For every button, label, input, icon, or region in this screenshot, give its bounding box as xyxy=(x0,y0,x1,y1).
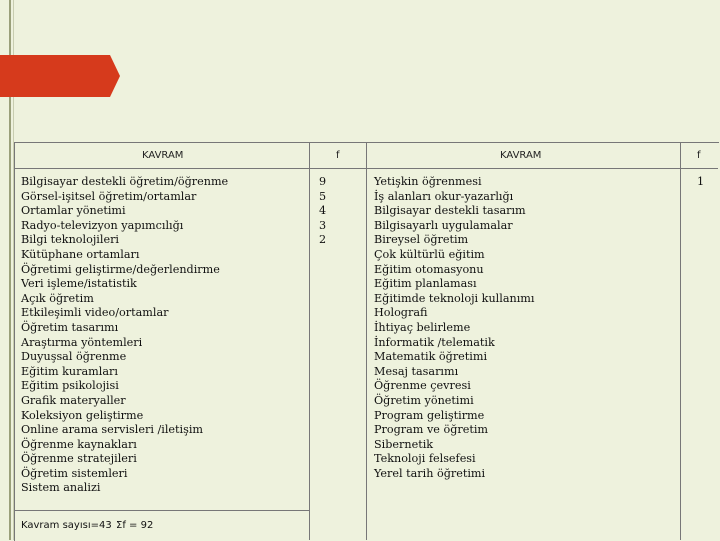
header-kavram-left: KAVRAM xyxy=(142,150,184,161)
list-item: Matematik öğretimi xyxy=(374,350,488,364)
list-item: Bilgi teknolojileri xyxy=(21,233,119,247)
list-item: Bireysel öğretim xyxy=(374,233,469,247)
list-item: Holografi xyxy=(374,306,428,320)
list-item: Veri işleme/istatistik xyxy=(21,277,137,291)
list-item: Öğretim sistemleri xyxy=(21,466,128,480)
footer-divider xyxy=(14,510,309,511)
decorative-red-tab-tip xyxy=(110,55,120,97)
frequency-value: 5 xyxy=(319,189,327,203)
right-concept-list xyxy=(374,175,534,481)
frequency-value: 2 xyxy=(319,233,327,247)
list-item: Bilgisayar destekli tasarım xyxy=(374,204,526,218)
list-item: İş alanları okur-yazarlığı xyxy=(374,189,514,203)
list-item: Radyo-televizyon yapımcılığı xyxy=(21,218,184,232)
header-kavram-right: KAVRAM xyxy=(500,150,542,161)
list-item: Grafik materyaller xyxy=(21,393,126,407)
list-item: Öğrenme stratejileri xyxy=(21,452,137,466)
list-item: Etkileşimli video/ortamlar xyxy=(21,306,169,320)
left-frequency-list xyxy=(319,175,326,248)
frequency-sum: Σf = 92 xyxy=(116,520,154,531)
frequency-value: 4 xyxy=(319,204,327,218)
list-item: Araştırma yöntemleri xyxy=(21,335,143,349)
list-item: Duyuşsal öğrenme xyxy=(21,350,127,364)
list-item: Bilgisayar destekli öğretim/öğrenme xyxy=(21,175,229,188)
frequency-value: 9 xyxy=(319,175,327,188)
list-item: Açık öğretim xyxy=(21,291,94,305)
concept-count: Kavram sayısı=43 xyxy=(21,520,112,531)
list-item: Öğrenme kaynakları xyxy=(21,437,137,451)
frequency-value: 3 xyxy=(319,218,327,232)
list-item: Koleksiyon geliştirme xyxy=(21,408,144,422)
list-item: Öğretimi geliştirme/değerlendirme xyxy=(21,262,220,276)
list-item: Ortamlar yönetimi xyxy=(21,204,126,218)
list-item: Sistem analizi xyxy=(21,481,101,495)
list-item: Sibernetik xyxy=(374,437,434,451)
list-item: Program geliştirme xyxy=(374,408,485,422)
list-item: Yetişkin öğrenmesi xyxy=(374,175,482,188)
list-item: Çok kültürlü eğitim xyxy=(374,247,485,261)
column-divider-3 xyxy=(680,142,681,540)
list-item: Mesaj tasarımı xyxy=(374,364,459,378)
left-concept-list xyxy=(21,175,228,496)
list-item: Yerel tarih öğretimi xyxy=(374,466,486,480)
list-item: Öğretim tasarımı xyxy=(21,320,119,334)
column-divider-2 xyxy=(366,142,367,540)
list-item: Görsel-işitsel öğretim/ortamlar xyxy=(21,189,197,203)
list-item: Eğitim otomasyonu xyxy=(374,262,484,276)
header-f-left: f xyxy=(336,150,340,161)
list-item: İnformatik /telematik xyxy=(374,335,495,349)
header-f-right: f xyxy=(697,150,701,161)
list-item: Bilgisayarlı uygulamalar xyxy=(374,218,513,232)
right-frequency-list xyxy=(697,175,704,190)
list-item: Eğitim kuramları xyxy=(21,364,118,378)
column-divider-1 xyxy=(309,142,310,540)
list-item: Teknoloji felsefesi xyxy=(374,452,476,466)
list-item: Öğretim yönetimi xyxy=(374,393,474,407)
list-item: Eğitimde teknoloji kullanımı xyxy=(374,291,535,305)
list-item: Eğitim planlaması xyxy=(374,277,477,291)
list-item: Kütüphane ortamları xyxy=(21,247,140,261)
list-item: Online arama servisleri /iletişim xyxy=(21,423,204,437)
list-item: İhtiyaç belirleme xyxy=(374,320,471,334)
list-item: Program ve öğretim xyxy=(374,423,488,437)
frequency-value: 1 xyxy=(697,175,705,188)
list-item: Eğitim psikolojisi xyxy=(21,379,119,393)
decorative-red-tab xyxy=(0,55,110,97)
list-item: Öğrenme çevresi xyxy=(374,379,471,393)
